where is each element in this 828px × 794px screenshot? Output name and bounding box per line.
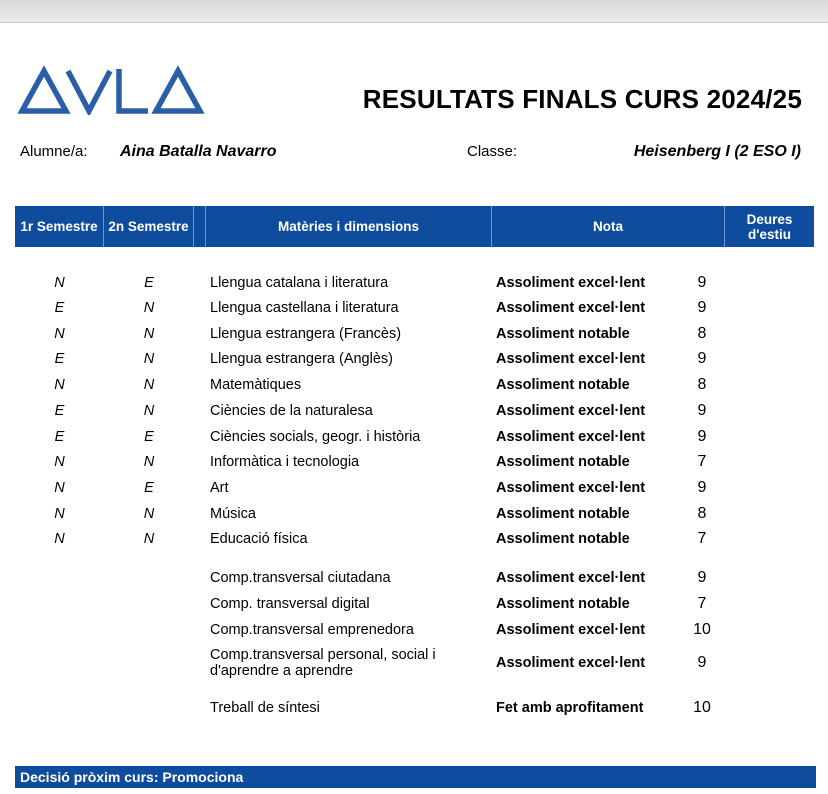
sem2-value: N <box>143 351 155 367</box>
document-title: RESULTATS FINALS CURS 2024/25 <box>362 84 802 114</box>
grade-text: Assoliment notable <box>496 454 630 470</box>
class-name: Heisenberg I (2 ESO I) <box>633 143 801 160</box>
synthesis-row <box>0 695 828 721</box>
grade-number: 9 <box>697 654 707 671</box>
table-row <box>0 501 828 527</box>
competency-row <box>0 617 828 643</box>
grade-text: Assoliment notable <box>496 596 630 612</box>
sem2-value: N <box>143 506 155 522</box>
grade-number: 9 <box>697 569 707 586</box>
competency-row <box>0 565 828 591</box>
grade-text: Assoliment excel·lent <box>496 300 646 316</box>
student-label: Alumne/a: <box>20 143 88 160</box>
subject-name: Matemàtiques <box>210 377 302 393</box>
competency-row <box>0 645 828 681</box>
grade-text: Assoliment notable <box>496 506 630 522</box>
sem2-value: E <box>144 429 154 445</box>
next-course-decision: Decisió pròxim curs: Promociona <box>15 766 816 788</box>
grade-number: 9 <box>697 428 707 445</box>
subject-name: Informàtica i tecnologia <box>210 454 360 470</box>
grade-number: 9 <box>697 299 707 316</box>
avla-logo <box>18 65 208 115</box>
grade-text: Assoliment excel·lent <box>496 403 646 419</box>
grade-number: 7 <box>697 595 707 612</box>
grade-text: Assoliment notable <box>496 531 630 547</box>
header-spacer <box>194 206 206 247</box>
sem1-value: E <box>54 351 65 367</box>
grade-number: 7 <box>697 530 707 547</box>
table-row <box>0 398 828 424</box>
sem2-value: E <box>144 275 154 291</box>
sem1-value: N <box>54 531 65 547</box>
sem2-value: N <box>143 403 155 419</box>
grade-number: 10 <box>693 621 711 638</box>
sem1-value: E <box>54 403 65 419</box>
sem2-value: N <box>143 531 155 547</box>
competency-row <box>0 591 828 617</box>
sem2-value: N <box>143 454 155 470</box>
subject-name: Música <box>210 506 256 522</box>
header-sem1: 1r Semestre <box>15 206 104 247</box>
subject-name: Educació física <box>210 531 308 547</box>
table-row <box>0 424 828 450</box>
header-subjects: Matèries i dimensions <box>206 206 492 247</box>
grade-text: Assoliment excel·lent <box>496 570 646 586</box>
grade-number: 10 <box>693 699 711 716</box>
competency-name: Comp. transversal digital <box>210 596 370 612</box>
grade-text: Assoliment excel·lent <box>496 655 646 671</box>
sem2-value: N <box>143 326 155 342</box>
sem1-value: N <box>54 454 65 470</box>
header-grade: Nota <box>492 206 725 247</box>
subject-name: Llengua castellana i literatura <box>210 300 399 316</box>
sem2-value: N <box>143 377 155 393</box>
student-name: Aina Batalla Navarro <box>120 143 277 160</box>
grade-text: Assoliment notable <box>496 377 630 393</box>
competency-name: Comp.transversal personal, social i d'aprendre a aprendre <box>210 647 436 679</box>
table-row <box>0 475 828 501</box>
grade-text: Assoliment excel·lent <box>496 351 646 367</box>
sem2-value: N <box>143 300 155 316</box>
grade-number: 7 <box>697 453 707 470</box>
competency-name: Comp.transversal emprenedora <box>210 622 414 638</box>
table-row <box>0 372 828 398</box>
grade-number: 9 <box>697 402 707 419</box>
sem2-value: E <box>144 480 154 496</box>
grade-text: Fet amb aprofitament <box>496 700 644 716</box>
sem1-value: N <box>54 326 65 342</box>
sem1-value: E <box>54 429 65 445</box>
table-row <box>0 449 828 475</box>
sem1-value: N <box>54 377 65 393</box>
table-row <box>0 346 828 372</box>
sem1-value: N <box>54 275 65 291</box>
grade-text: Assoliment excel·lent <box>496 275 646 291</box>
table-row <box>0 321 828 347</box>
grade-number: 9 <box>697 479 707 496</box>
browser-top-bar <box>0 0 828 23</box>
grade-text: Assoliment notable <box>496 326 630 342</box>
grade-text: Assoliment excel·lent <box>496 429 646 445</box>
grade-number: 9 <box>697 274 707 291</box>
subject-name: Llengua estrangera (Francès) <box>210 326 402 342</box>
competency-name: Comp.transversal ciutadana <box>210 570 391 586</box>
sem1-value: E <box>54 300 65 316</box>
header-summer: Deures d'estiu <box>746 211 793 242</box>
grade-number: 8 <box>697 325 707 342</box>
table-row <box>0 295 828 321</box>
sem1-value: N <box>54 480 65 496</box>
synthesis-name: Treball de síntesi <box>210 700 320 716</box>
grade-number: 8 <box>697 505 707 522</box>
subject-name: Ciències socials, geogr. i història <box>210 429 421 445</box>
grade-number: 9 <box>697 350 707 367</box>
subject-name: Llengua catalana i literatura <box>210 275 389 291</box>
grade-text: Assoliment excel·lent <box>496 480 646 496</box>
class-label: Classe: <box>467 143 518 160</box>
table-row <box>0 526 828 552</box>
grade-text: Assoliment excel·lent <box>496 622 646 638</box>
subject-name: Llengua estrangera (Anglès) <box>210 351 393 367</box>
grade-number: 8 <box>697 376 707 393</box>
sem1-value: N <box>54 506 65 522</box>
header-sem2: 2n Semestre <box>104 206 194 247</box>
subject-name: Ciències de la naturalesa <box>210 403 373 419</box>
table-header <box>15 206 814 247</box>
table-row <box>0 270 828 296</box>
subject-name: Art <box>210 480 229 496</box>
